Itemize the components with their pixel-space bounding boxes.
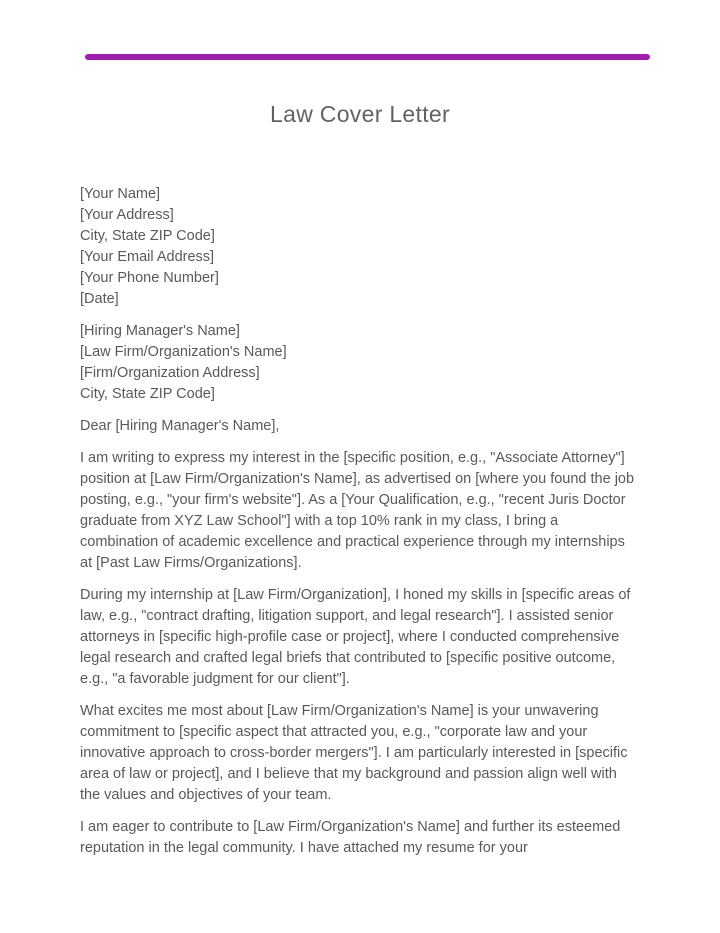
letter-body <box>80 184 638 859</box>
recipient-block <box>80 321 638 405</box>
sender-line: [Date] <box>80 291 119 307</box>
sender-line: [Your Address] <box>80 207 174 223</box>
sender-line: City, State ZIP Code] <box>80 228 215 244</box>
letter-paragraphs <box>80 448 638 859</box>
sender-line: [Your Name] <box>80 186 161 202</box>
accent-divider <box>85 54 650 60</box>
recipient-line: [Firm/Organization Address] <box>80 365 260 381</box>
salutation: Dear [Hiring Manager's Name], <box>80 418 280 434</box>
sender-line: [Your Phone Number] <box>80 270 219 286</box>
letter-paragraph: I am eager to contribute to [Law Firm/Organization's Name] and further its esteemed reputation in the legal community. I have attached my resume for your <box>80 819 625 856</box>
letter-paragraph: During my internship at [Law Firm/Organization], I honed my skills in [specific areas of law, e.g., "contract drafting, litigation support, and legal research"]. I assisted senior attorneys in [specific high-profile case or project], where I conducted comprehensive legal research and crafted legal briefs that contributed to [specific positive outcome, e.g., "a favorable judgment for our client"]. <box>80 587 635 687</box>
letter-paragraph: What excites me most about [Law Firm/Organization's Name] is your unwavering commitment to [specific aspect that attracted you, e.g., "corporate law and your innovative approach to cross-border mergers"]. I am particularly interested in [specific area of law or project], and I believe that my background and passion align well with the values and objectives of your team. <box>80 703 632 803</box>
recipient-line: [Law Firm/Organization's Name] <box>80 344 287 360</box>
sender-line: [Your Email Address] <box>80 249 215 265</box>
recipient-line: [Hiring Manager's Name] <box>80 323 240 339</box>
recipient-line: City, State ZIP Code] <box>80 386 215 402</box>
letter-paragraph: I am writing to express my interest in the [specific position, e.g., "Associate Attorney"] position at [Law Firm/Organization's Name], as advertised on [where you found the job posting, e.g., "your firm's website"]. As a [Your Qualification, e.g., "recent Juris Doctor graduate from XYZ Law School"] with a top 10% rank in my class, I bring a combination of academic excellence and practical experience through my internships at [Past Law Firms/Organizations]. <box>80 450 639 571</box>
sender-block <box>80 184 638 310</box>
page-title: Law Cover Letter <box>270 101 450 127</box>
